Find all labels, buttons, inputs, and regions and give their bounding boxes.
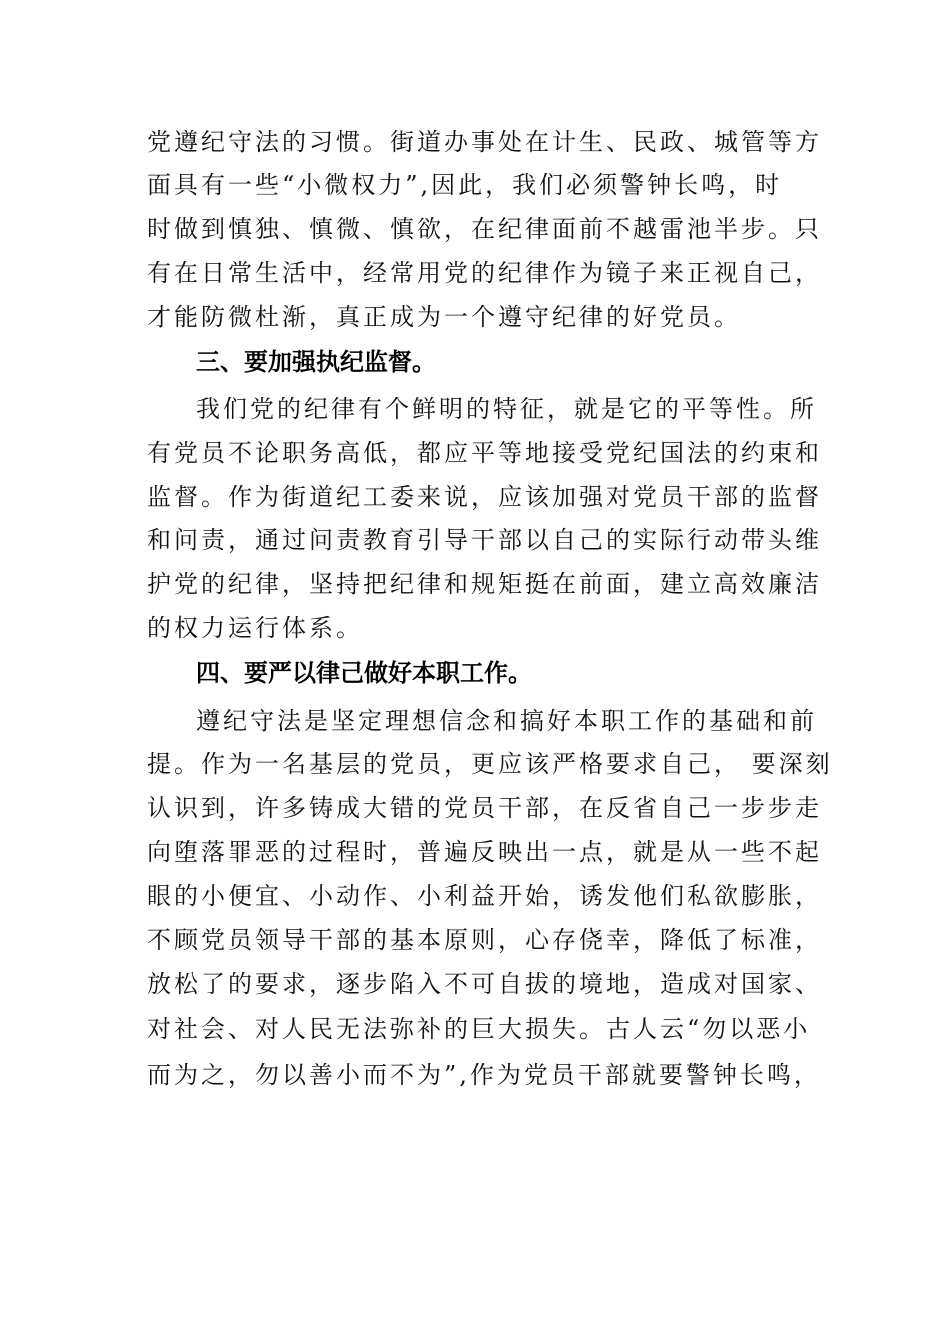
body-line: 对社会、对人民无法弥补的巨大损失。古人云“勿以恶小 bbox=[147, 1015, 811, 1043]
body-line: 眼的小便宜、小动作、小利益开始，诱发他们私欲膨胀， bbox=[147, 882, 822, 910]
body-line: 时做到慎独、慎微、慎欲，在纪律面前不越雷池半步。只 bbox=[147, 215, 822, 243]
body-line: 和问责，通过问责教育引导干部以自己的实际行动带头维 bbox=[147, 526, 822, 554]
body-line: 认识到，许多铸成大错的党员干部，在反省自己一步步走 bbox=[147, 794, 822, 822]
body-line: 监督。作为街道纪工委来说，应该加强对党员干部的监督 bbox=[147, 483, 822, 511]
body-line: 我们党的纪律有个鲜明的特征，就是它的平等性。所 bbox=[196, 395, 817, 423]
body-line: 放松了的要求，逐步陷入不可自拔的境地，造成对国家、 bbox=[147, 970, 822, 998]
body-line: 党遵纪守法的习惯。街道办事处在计生、民政、城管等方 bbox=[147, 128, 822, 156]
section-heading-4: 四、要严以律己做好本职工作。 bbox=[196, 659, 532, 687]
body-line: 才能防微杜渐，真正成为一个遵守纪律的好党员。 bbox=[147, 303, 741, 331]
body-line: 不顾党员领导干部的基本原则，心存侥幸，降低了标准， bbox=[147, 926, 822, 954]
body-line: 有党员不论职务高低，都应平等地接受党纪国法的约束和 bbox=[147, 439, 822, 467]
section-heading-3: 三、要加强执纪监督。 bbox=[196, 348, 436, 376]
body-line: 遵纪守法是坚定理想信念和搞好本职工作的基础和前 bbox=[196, 707, 817, 735]
body-line: 的权力运行体系。 bbox=[147, 614, 363, 642]
body-line: 面具有一些“小微权力”,因此，我们必须警钟长鸣，时 bbox=[147, 171, 783, 199]
body-line: 而为之，勿以善小而不为”,作为党员干部就要警钟长鸣， bbox=[147, 1061, 821, 1089]
body-line: 护党的纪律，坚持把纪律和规矩挺在前面，建立高效廉洁 bbox=[147, 570, 822, 598]
body-line: 有在日常生活中，经常用党的纪律作为镜子来正视自己， bbox=[147, 259, 822, 287]
body-line: 向堕落罪恶的过程时，普遍反映出一点，就是从一些不起 bbox=[147, 838, 822, 866]
body-line: 提。作为一名基层的党员，更应该严格要求自己， 要深刻 bbox=[147, 750, 833, 778]
